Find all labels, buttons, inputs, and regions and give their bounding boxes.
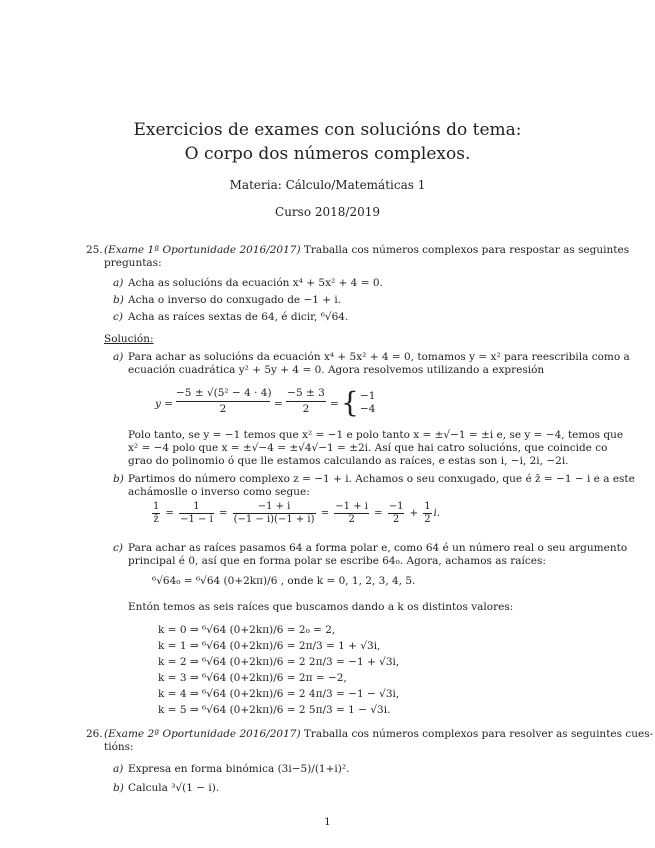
sol-c-line1: Para achar as raíces pasamos 64 a forma polar e, como 64 é un número real o seu argumento xyxy=(128,542,628,554)
exercise-25-intro-line2: preguntas: xyxy=(104,257,162,269)
q26-b-text: Calcula ³√(1 − i). xyxy=(128,782,220,794)
q26-b-label: b) xyxy=(113,782,124,794)
sol-a-eq-den1: 2 xyxy=(219,403,227,415)
sol-a-label: a) xyxy=(113,351,124,363)
sol-b-line2: achámoslle o inverso como segue: xyxy=(128,486,310,498)
q25-c-label: c) xyxy=(113,311,123,323)
sol-a-eq-case2: −4 xyxy=(360,403,376,415)
frac-5 xyxy=(388,501,405,526)
exercise-26-number: 26. xyxy=(86,728,103,740)
frac-1-num: 1 xyxy=(153,501,160,512)
sol-b-eq-tail: i. xyxy=(433,508,440,519)
frac-2-num: 1 xyxy=(193,501,200,512)
frac-3 xyxy=(233,501,316,526)
sol-a-eq-equals-2: = xyxy=(330,398,339,410)
frac-5-den: 2 xyxy=(388,513,405,526)
exercise-25-intro-rest: Traballa cos números complexos para respostar as seguintes xyxy=(303,244,630,256)
frac-6-num: 1 xyxy=(424,501,431,512)
exercise-26-source: (Exame 2ª Oportunidade 2016/2017) xyxy=(104,728,301,740)
sol-b-equation: $\frac{1}{z̄}$ = $\frac{1}{-1 - i}$ = $\frac{-1 + i}{(-1 - i)(-1 + i)}$ = $\frac{-1 + i}{2}$ = $\frac{-1}{2}$ + $\frac{1}{2}$ i. xyxy=(153,501,440,525)
exercise-26-intro-rest: Traballa cos números complexos para resolver as seguintes cues- xyxy=(303,728,654,740)
frac-5-num: −1 xyxy=(388,501,404,512)
sol-a-line2: ecuación cuadrática y² + 5y + 4 = 0. Agora resolvemos utilizando a expresión xyxy=(128,364,545,376)
root-k3: k = 3 ⇒ ⁶√64 (0+2kπ)/6 = 2π = −2, xyxy=(158,672,347,684)
q25-c-text: Acha as raíces sextas de 64, é dicir, ⁶√64. xyxy=(128,311,349,323)
sol-a-eq-case1: −1 xyxy=(360,390,376,402)
q26-a-text: Expresa en forma binómica (3i−5)/(1+i)². xyxy=(128,763,350,775)
sol-b-line1: Partimos do número complexo z = −1 + i. Achamos o seu conxugado, que é z̄ = −1 − i e a este xyxy=(128,473,635,485)
root-k2: k = 2 ⇒ ⁶√64 (0+2kπ)/6 = 2 2π/3 = −1 + √3i, xyxy=(158,656,400,668)
solution-label: Solución: xyxy=(104,333,154,345)
title-line-1: Exercicios de exames con solucións do tema: xyxy=(133,120,522,140)
page-number: 1 xyxy=(324,816,331,828)
sol-c-then: Entón temos as seis raíces que buscamos dando a k os distintos valores: xyxy=(128,601,514,613)
root-k1: k = 1 ⇒ ⁶√64 (0+2kπ)/6 = 2π/3 = 1 + √3i, xyxy=(158,640,381,652)
sol-a-eq-brace: { xyxy=(341,386,359,419)
sol-a-line1: Para achar as solucións da ecuación x⁴ + 5x² + 4 = 0, tomamos y = x² para reescribila como a xyxy=(128,351,630,363)
frac-2-den: −1 − i xyxy=(180,514,213,525)
q26-a-label: a) xyxy=(113,763,124,775)
frac-6-den: 2 xyxy=(424,514,431,525)
sol-b-label: b) xyxy=(113,473,124,485)
frac-2 xyxy=(179,501,214,526)
sol-a-eq-fracbar-2 xyxy=(286,401,326,402)
sol-a-text2: x² = −4 polo que x = ±√−4 = ±√4√−1 = ±2i. Así que hai catro solucións, que coincide co xyxy=(128,442,608,454)
subject-line: Materia: Cálculo/Matemáticas 1 xyxy=(229,178,426,192)
page-title xyxy=(0,118,655,166)
frac-1 xyxy=(152,501,160,526)
frac-6 xyxy=(423,501,431,526)
exercise-25-source: (Exame 1ª Oportunidade 2016/2017) xyxy=(104,244,301,256)
q25-b-text: Acha o inverso do conxugado de −1 + i. xyxy=(128,294,342,306)
root-k4: k = 4 ⇒ ⁶√64 (0+2kπ)/6 = 2 4π/3 = −1 − √3i, xyxy=(158,688,400,700)
course-line: Curso 2018/2019 xyxy=(275,205,380,219)
sol-a-eq-num1: −5 ± √(5² − 4 · 4) xyxy=(176,387,272,399)
sol-c-formula: ⁶√64₀ = ⁶√64 (0+2kπ)/6 , onde k = 0, 1, 2, 3, 4, 5. xyxy=(152,575,416,587)
sol-c-line2: principal é 0, así que en forma polar se escribe 64₀. Agora, achamos as raíces: xyxy=(128,555,546,567)
sol-a-eq-equals-1: = xyxy=(274,398,283,410)
root-k0: k = 0 ⇒ ⁶√64 (0+2kπ)/6 = 2₀ = 2, xyxy=(158,624,336,636)
frac-3-num: −1 + i xyxy=(257,501,291,512)
frac-1-den: z̄ xyxy=(153,514,159,525)
sol-a-text1: Polo tanto, se y = −1 temos que x² = −1 e polo tanto x = ±√−1 = ±i e, se y = −4, temos que xyxy=(128,429,624,441)
sol-a-eq-den2: 2 xyxy=(302,403,310,415)
root-k5: k = 5 ⇒ ⁶√64 (0+2kπ)/6 = 2 5π/3 = 1 − √3i. xyxy=(158,704,391,716)
title-line-2: O corpo dos números complexos. xyxy=(184,144,471,164)
frac-3-den: (−1 − i)(−1 + i) xyxy=(233,514,315,525)
exercise-26-intro-line2: tións: xyxy=(104,741,134,753)
q25-a-label: a) xyxy=(113,277,124,289)
exercise-25-intro xyxy=(104,244,629,257)
frac-4 xyxy=(334,501,369,526)
sol-a-text3: grao do polinomio ó que lle estamos calculando as raíces, e estas son i, −i, 2i, −2i. xyxy=(128,455,569,467)
q25-b-label: b) xyxy=(113,294,124,306)
exercise-26-intro xyxy=(104,728,653,741)
sol-a-eq-lhs: y = xyxy=(155,398,174,410)
frac-4-den: 2 xyxy=(334,513,369,526)
exercise-25-number: 25. xyxy=(86,244,103,256)
frac-4-num: −1 + i xyxy=(335,501,368,512)
sol-c-label: c) xyxy=(113,542,123,554)
sol-a-eq-fracbar-1 xyxy=(176,401,270,402)
sol-a-eq-num2: −5 ± 3 xyxy=(287,387,325,399)
q25-a-text: Acha as solucións da ecuación x⁴ + 5x² + 4 = 0. xyxy=(128,277,383,289)
